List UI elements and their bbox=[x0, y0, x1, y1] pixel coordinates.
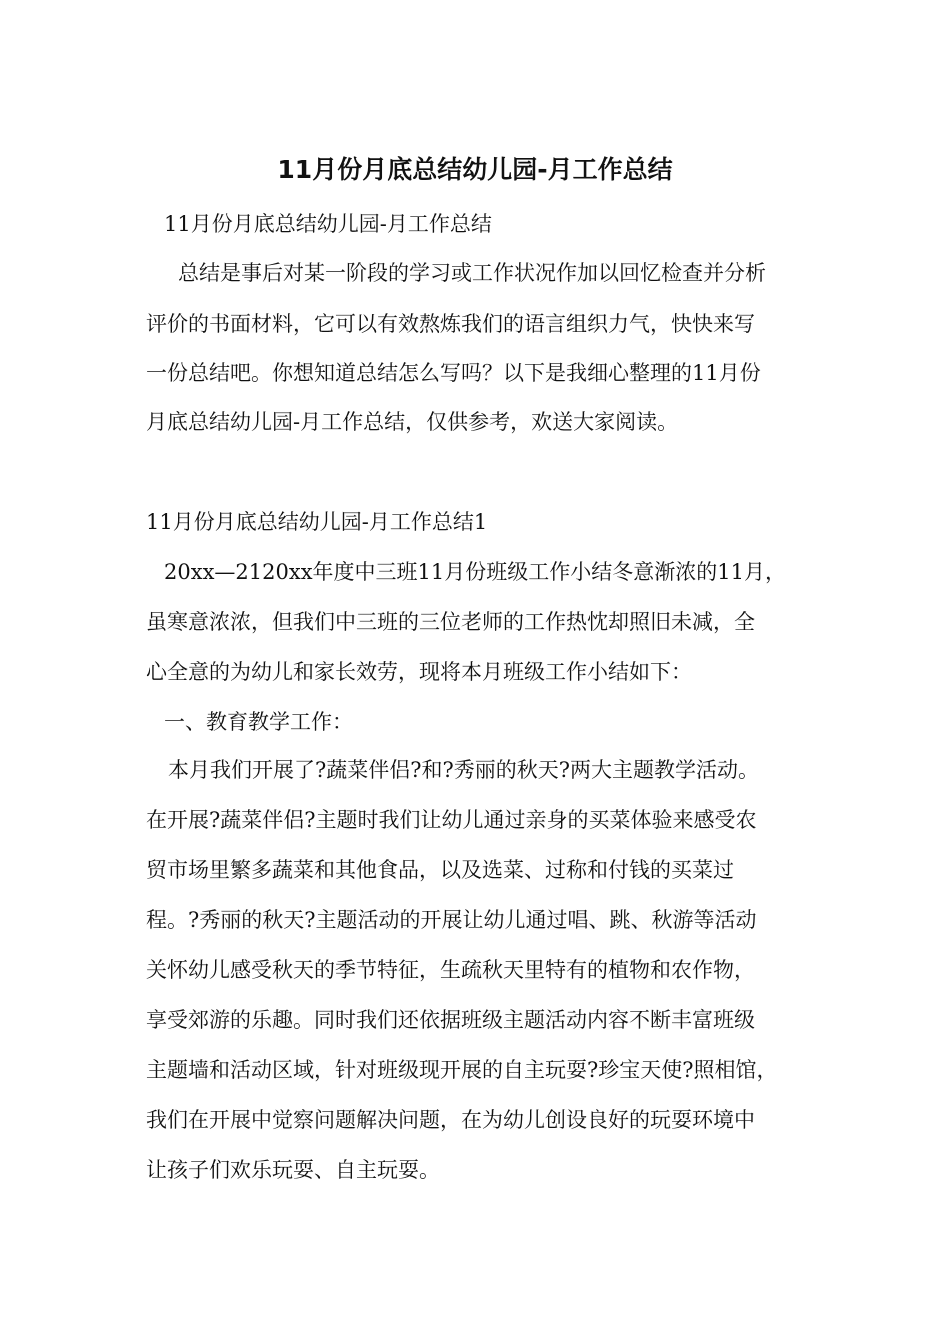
section-heading-1: 11月份月底总结幼儿园-月工作总结1 bbox=[146, 510, 488, 534]
body-line-6: 贸市场里繁多蔬菜和其他食品，以及选菜、过称和付钱的买菜过 bbox=[146, 858, 734, 882]
body-line-7: 程。?秀丽的秋天?主题活动的开展让幼儿通过唱、跳、秋游等活动 bbox=[146, 908, 757, 932]
intro-line-1: 总结是事后对某一阶段的学习或工作状况作加以回忆检查并分析 bbox=[178, 261, 766, 285]
intro-line-4: 月底总结幼儿园-月工作总结，仅供参考，欢送大家阅读。 bbox=[146, 410, 679, 434]
body-line-4: 本月我们开展了?蔬菜伴侣?和?秀丽的秋天?两大主题教学活动。 bbox=[168, 758, 760, 782]
body-line-5: 在开展?蔬菜伴侣?主题时我们让幼儿通过亲身的买菜体验来感受农 bbox=[146, 808, 757, 832]
body-line-12: 让孩子们欢乐玩耍、自主玩耍。 bbox=[146, 1158, 440, 1182]
subtitle-line: 11月份月底总结幼儿园-月工作总结 bbox=[164, 212, 492, 236]
intro-line-3: 一份总结吧。你想知道总结怎么写吗？以下是我细心整理的11月份 bbox=[146, 361, 761, 385]
body-line-11: 我们在开展中觉察问题解决问题，在为幼儿创设良好的玩耍环境中 bbox=[146, 1108, 755, 1132]
document-title: 11月份月底总结幼儿园-月工作总结 bbox=[277, 155, 673, 184]
subheading-education: 一、教育教学工作： bbox=[164, 710, 353, 734]
intro-line-2: 评价的书面材料，它可以有效熬炼我们的语言组织力气，快快来写 bbox=[146, 312, 755, 336]
body-line-2: 虽寒意浓浓，但我们中三班的三位老师的工作热忱却照旧未减，全 bbox=[146, 610, 755, 634]
body-line-10: 主题墙和活动区域，针对班级现开展的自主玩耍?珍宝天使?照相馆， bbox=[146, 1058, 778, 1082]
body-line-1: 20xx—2120xx年度中三班11月份班级工作小结冬意渐浓的11月， bbox=[164, 560, 786, 584]
body-line-3: 心全意的为幼儿和家长效劳，现将本月班级工作小结如下： bbox=[146, 660, 692, 684]
body-line-9: 享受郊游的乐趣。同时我们还依据班级主题活动内容不断丰富班级 bbox=[146, 1008, 755, 1032]
body-line-8: 关怀幼儿感受秋天的季节特征，生疏秋天里特有的植物和农作物， bbox=[146, 958, 755, 982]
